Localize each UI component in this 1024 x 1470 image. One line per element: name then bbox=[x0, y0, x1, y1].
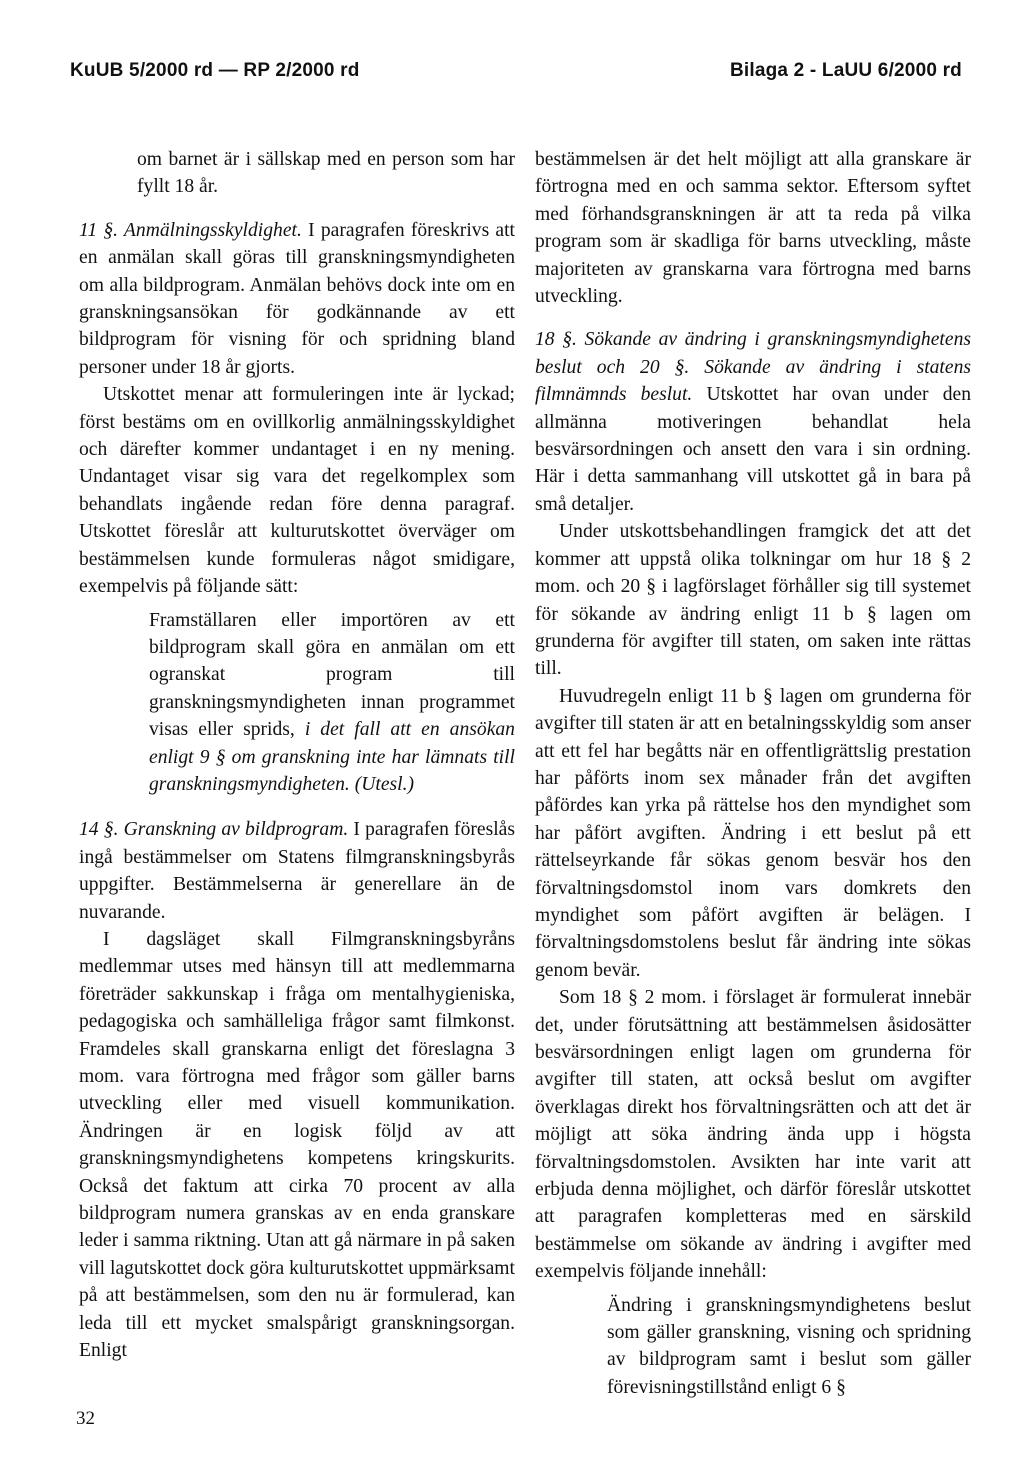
running-header-right: Bilaga 2 - LaUU 6/2000 rd bbox=[729, 60, 962, 81]
section-14-text: I paragrafen föreslås ingå bestämmelser om Statens filmgranskningsbyrås uppgifter. Bestämmelserna är generellare än de nuvarande. bbox=[79, 819, 515, 923]
proposed-wording-quote bbox=[79, 607, 515, 799]
paragraph-committee-opinion: Utskottet menar att formuleringen inte är lyckad; först bestäms om en ovillkorlig anmälningsskyldighet och därefter kommer undantaget i en ny mening. Undantaget visar sig vara det regelkomplex som behandlats ingående redan före denna paragraf. Utskottet föreslår att kulturutskottet överväger om bestämmelsen kunde formuleras något smidigare, exempelvis på följande sätt: bbox=[79, 384, 515, 598]
quote-text: Framställaren eller importören av ett bildprogram skall göra en anmälan om ett ogranskat program till granskningsmyndigheten innan programmet visas eller sprids, bbox=[149, 609, 515, 741]
section-14-heading: 14 §. Granskning av bildprogram. bbox=[79, 819, 349, 841]
right-column bbox=[535, 146, 971, 1401]
paragraph-age-condition: om barnet är i sällskap med en person som har fyllt 18 år. bbox=[137, 149, 515, 198]
paragraph-board-members: I dagsläget skall Filmgranskningsbyråns medlemmar utses med hänsyn till att medlemmarna företräder sakkunskap i fråga om mentalhygieniska, pedagogiska och samhälleliga frågor samt filmkonst. Framdeles skall granskarna enligt det föreslagna 3 mom. vara förtrogna med frågor som gäller barns utveckling eller med visuell kommunikation. Ändringen är en logisk följd av att granskningsmyndighetens kompetens kringskurits. Också det faktum att cirka 70 procent av alla bildprogram numera granskas av en enda granskare leder i samma riktning. Utan att gå närmare in på saken vill lagutskottet dock göra kulturutskottet uppmärksamt på att bestämmelsen, som den nu är formulerad, kan leda till ett mycket smalspårigt granskningsorgan. Enligt bbox=[79, 928, 515, 1362]
paragraph-appeal-proposal: Som 18 § 2 mom. i förslaget är formulerat innebär det, under förutsättning att bestämmelsen åsidosätter besvärsordningen enligt lagen om grunderna för avgifter till staten, att också beslut om avgifter överklagas direkt hos förvaltningsrätten och att det är möjligt att söka ändring ända upp i högsta förvaltningsdomstolen. Avsikten har inte varit att erbjuda denna möjlighet, och därför föreslår utskottet att paragrafen kompletteras med en särskild bestämmelse om sökande av ändring i avgifter med exempelvis följande innehåll: bbox=[535, 987, 971, 1283]
page-number: 32 bbox=[76, 1408, 95, 1429]
section-11-text: I paragrafen föreskrivs att en anmälan skall göras till granskningsmyndigheten om alla bildprogram. Anmälan behövs dock inte om en granskningsansökan för godkännande av ett bildprogram för visning för och spridning bland personer under 18 år gjorts. bbox=[79, 219, 516, 378]
paragraph-sector-continuation: bestämmelsen är det helt möjligt att alla granskare är förtrogna med en och samma sektor. Eftersom syftet med förhandsgranskningen är att ta reda på vilka program som är skadliga för barns utveckling, måste majoriteten av granskarna vara förtrogna med barns utveckling. bbox=[535, 149, 971, 308]
section-18-20-heading: 18 §. Sökande av ändring i granskningsmyndighetens beslut och 20 §. Sökande av ändring i statens filmnämnds beslut. bbox=[535, 329, 971, 406]
paragraph-main-rule: Huvudregeln enligt 11 b § lagen om grunderna för avgifter till staten är att en betalningsskyldig som anser att ett fel har begåtts när en offentligrättslig prestation har påförts inom sex månader från det avgiften påfördes kan yrka på rättelse hos den myndighet som har påfört avgiften. Ändring i ett beslut på ett rättelseyrkande får sökas genom besvär hos den förvaltningsdomstol inom vars domkrets den myndighet som påfört avgiften är belägen. I förvaltningsdomstolens beslut får ändring inte sökas genom bevär. bbox=[535, 685, 971, 981]
quote-italic: i det fall att en ansökan enligt 9 § om granskning inte har lämnats till granskningsmyndigheten. (Utesl.) bbox=[149, 719, 515, 795]
paragraph-section-14 bbox=[79, 816, 515, 926]
running-header-left: KuUB 5/2000 rd — RP 2/2000 rd bbox=[70, 60, 360, 81]
section-11-heading: 11 §. Anmälningsskyldighet. bbox=[79, 219, 302, 241]
section-18-20-text: Utskottet har ovan under den allmänna motiveringen behandlat hela besvärsordningen och ansett den vara i sin ordning. Här i detta sammanhang vill utskottet gå in bara på små detaljer. bbox=[535, 384, 971, 515]
left-column bbox=[79, 146, 515, 1364]
proposed-appeal-quote: Ändring i granskningsmyndighetens beslut som gäller granskning, visning och spridning av bildprogram samt i beslut som gäller förevisningstillstånd enligt 6 § bbox=[607, 1294, 971, 1398]
paragraph-section-18-20 bbox=[535, 326, 971, 518]
paragraph-section-11 bbox=[79, 217, 515, 381]
paragraph-interpretations: Under utskottsbehandlingen framgick det att det kommer att uppstå olika tolkningar om hur 18 § 2 mom. och 20 § i lagförslaget förhåller sig till systemet för sökande av ändring enligt 11 b § lagen om grunderna för avgifter till staten, om saken inte rättas till. bbox=[535, 521, 971, 680]
